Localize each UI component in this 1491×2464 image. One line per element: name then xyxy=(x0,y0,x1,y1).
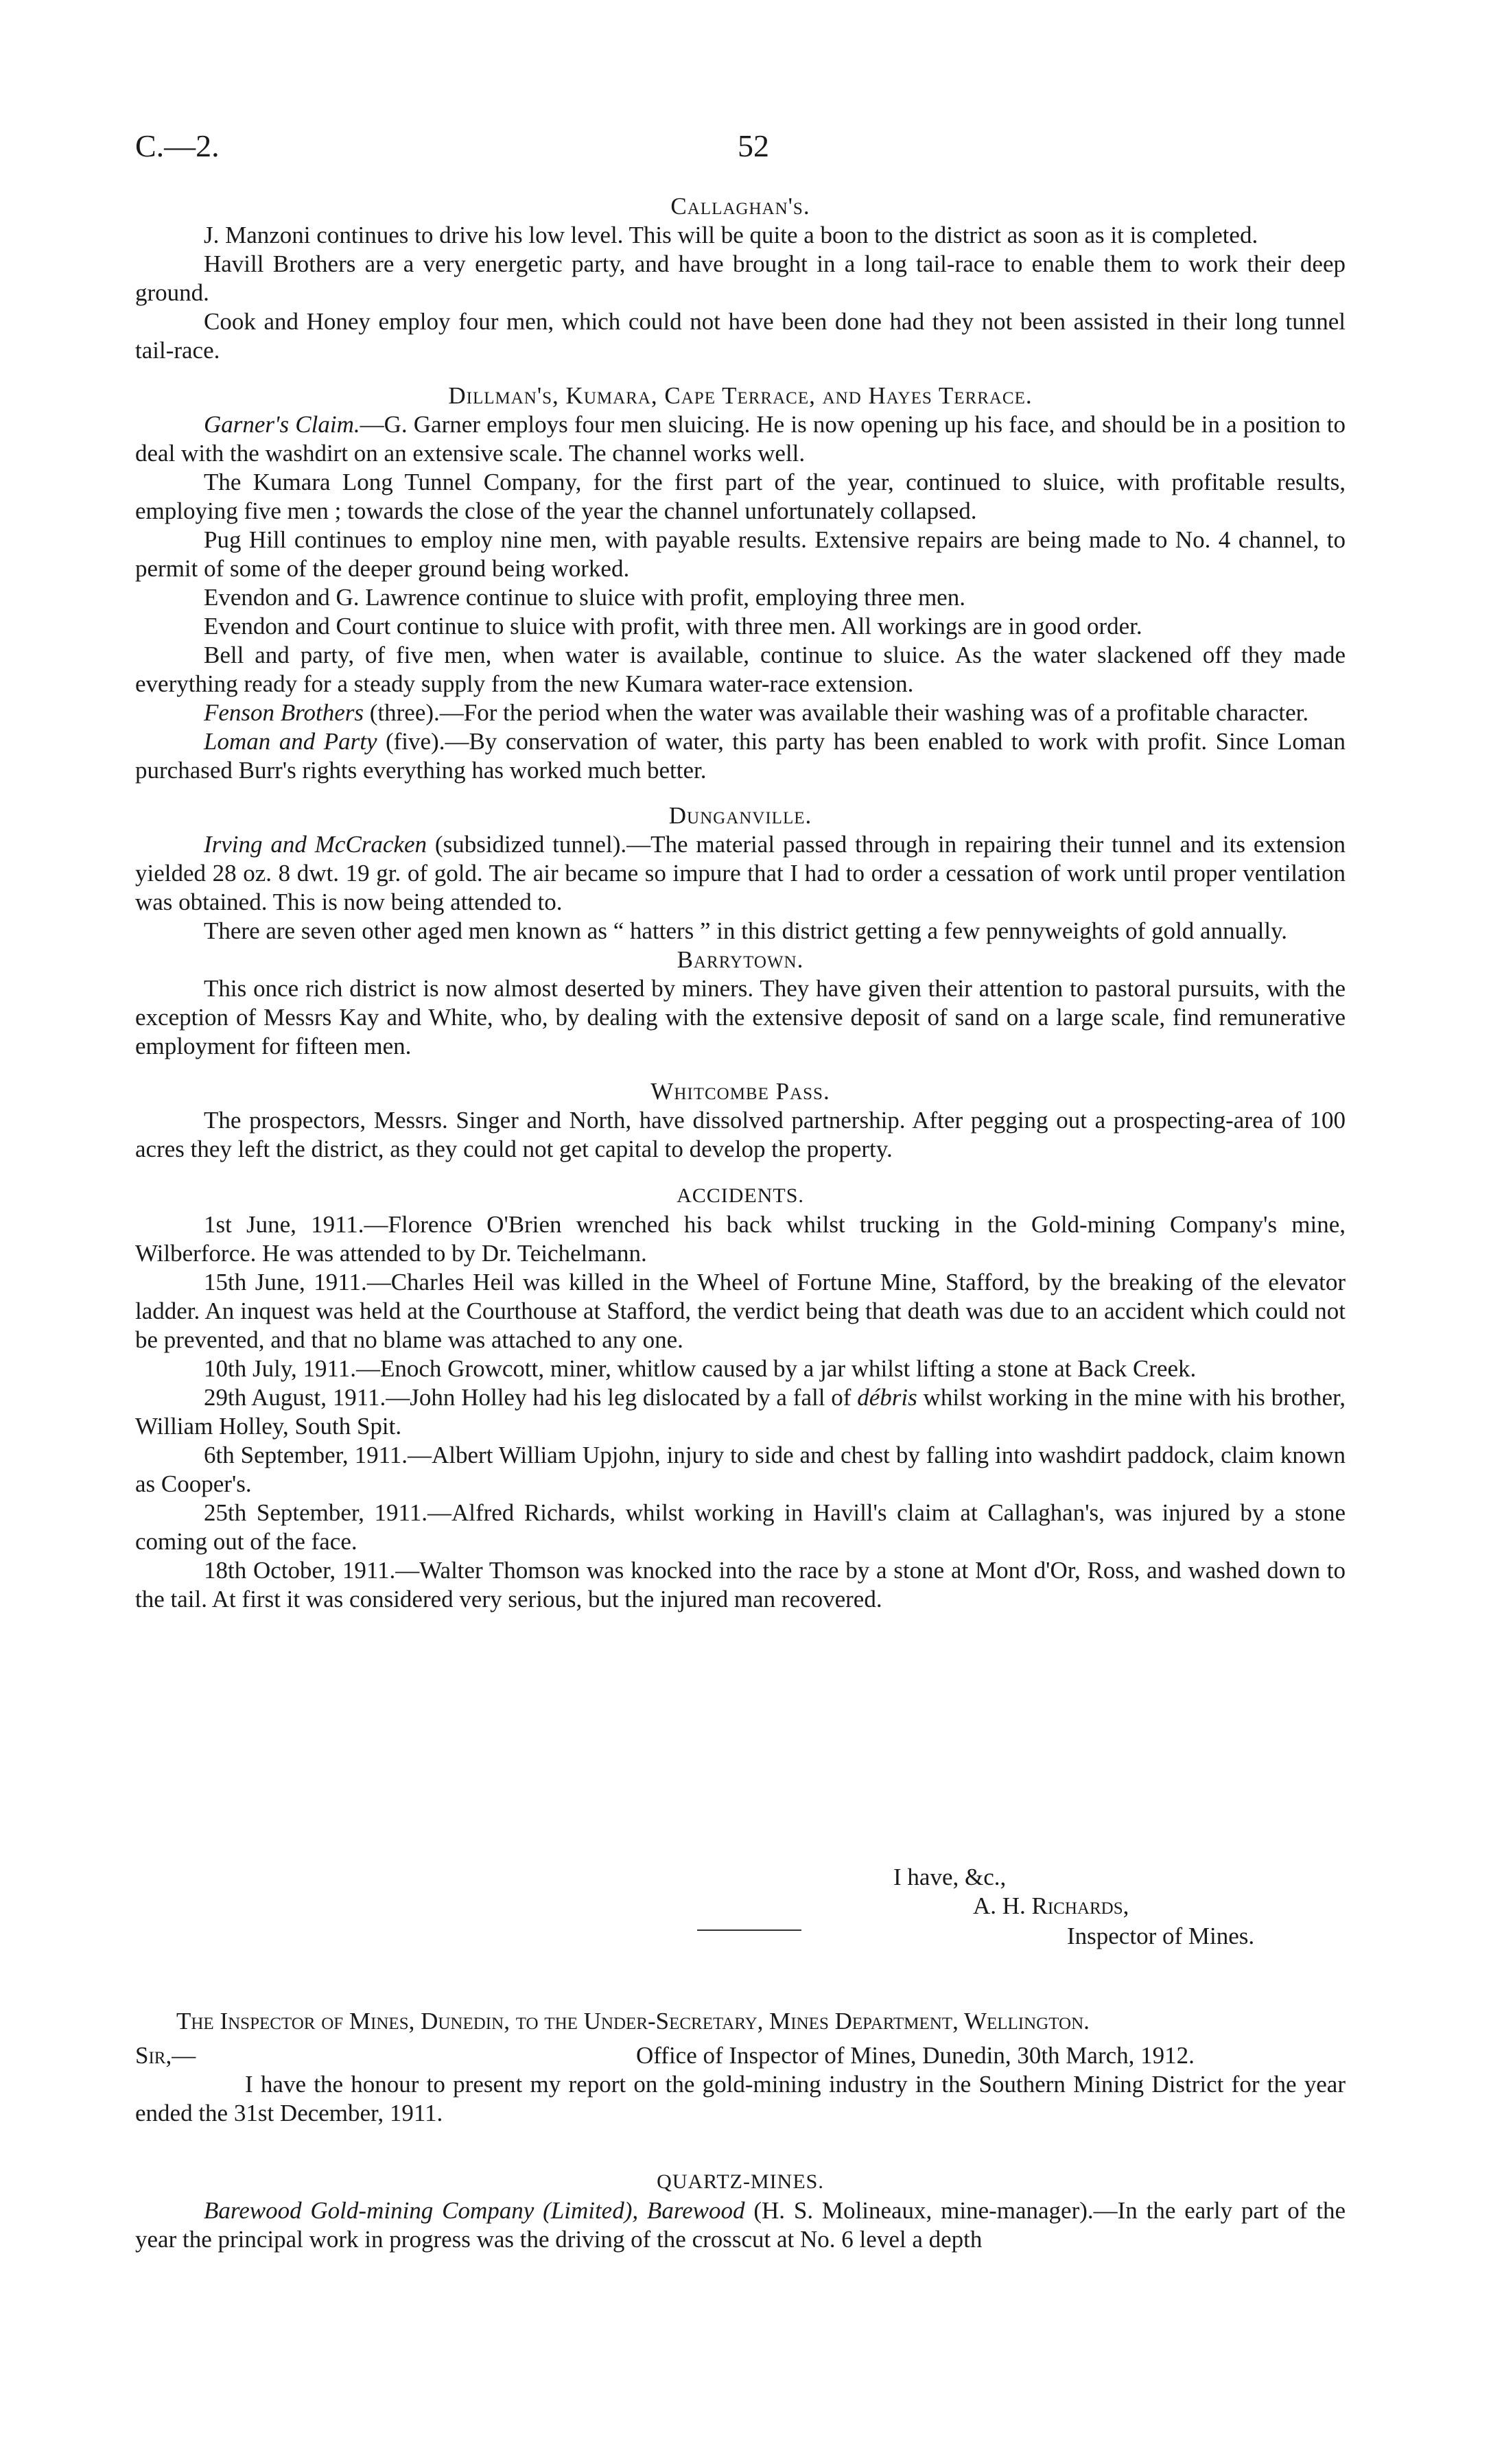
paragraph: Pug Hill continues to employ nine men, with payable results. Extensive repairs are being made to No. 4 channel, to permit of some of the deeper ground being worked. xyxy=(135,526,1346,582)
paragraph-text: (subsidized tunnel).—The material passed through in repairing their tunnel and its extension yielded 28 oz. 8 dwt. 19 gr. of gold. The air became so impure that I had to order a cessation of work until proper ventilation was obtained. This is now being attended to. xyxy=(135,831,1346,915)
italic-term: débris xyxy=(857,1384,917,1411)
paragraph-text: whilst working in the mine with his brother, William Holley, South Spit. xyxy=(135,1384,1346,1440)
signature-name: A. H. Richards, xyxy=(973,1892,1129,1919)
company-name: Barewood Gold-mining Company (Limited), Barewood xyxy=(204,2197,745,2224)
section-heading-whitcombe: Whitcombe Pass. xyxy=(650,1078,830,1105)
section-divider xyxy=(697,1929,801,1931)
section-heading-dunganville: Dunganville. xyxy=(668,802,812,829)
paragraph-text: (H. S. Molineaux, mine-manager).—In the early part of the year the principal work in progress was the driving of the crosscut at No. 6 level a depth xyxy=(135,2197,1346,2253)
claim-name: Garner's Claim. xyxy=(204,411,360,438)
paragraph-text: (three).—For the period when the water was available their washing was of a profitable character. xyxy=(364,699,1309,726)
section-heading-callaghans: Callaghan's. xyxy=(670,193,810,220)
party-name: Irving and McCracken xyxy=(204,831,427,858)
accident-entry: 6th September, 1911.—Albert William Upjohn, injury to side and chest by falling into washdirt paddock, claim known as Cooper's. xyxy=(135,1442,1346,1497)
section-heading-accidents: ACCIDENTS. xyxy=(677,1184,804,1207)
paragraph xyxy=(135,727,1346,785)
signature-closing: I have, &c., xyxy=(893,1864,1007,1890)
section-heading-dillmans: Dillman's, Kumara, Cape Terrace, and Hayes Terrace. xyxy=(448,382,1033,409)
accident-entry: 25th September, 1911.—Alfred Richards, whilst working in Havill's claim at Callaghan's, was injured by a stone coming out of the face. xyxy=(135,1499,1346,1555)
letter-body: I have the honour to present my report on the gold-mining industry in the Southern Mining District for the year ended the 31st December, 1911. xyxy=(135,2071,1346,2126)
paragraph: This once rich district is now almost deserted by miners. They have given their attention to pastoral pursuits, with the exception of Messrs Kay and White, who, by dealing with the extensive deposit of sand on a large scale, find remunerative employment for fifteen men. xyxy=(135,975,1346,1059)
letter-salutation-row xyxy=(135,2041,1346,2070)
party-name: Loman and Party xyxy=(204,728,377,755)
accident-entry xyxy=(135,1383,1346,1441)
paragraph xyxy=(135,410,1346,468)
paragraph: Evendon and G. Lawrence continue to sluice with profit, employing three men. xyxy=(204,584,965,611)
paragraph-text: —G. Garner employs four men sluicing. He is now opening up his face, and should be in a position to deal with the washdirt on an extensive scale. The channel works well. xyxy=(135,411,1346,467)
body-column-top xyxy=(135,192,1346,1614)
paragraph: J. Manzoni continues to drive his low level. This will be quite a boon to the district as soon as it is completed. xyxy=(204,222,1258,248)
section-heading-quartz-mines: QUARTZ-MINES. xyxy=(657,2170,824,2193)
accident-entry: 18th October, 1911.—Walter Thomson was knocked into the race by a stone at Mont d'Or, Ross, and washed down to the tail. At first it was considered very serious, but the injured man recovered. xyxy=(135,1557,1346,1612)
body-column-letter xyxy=(135,2007,1346,2254)
accident-entry: 10th July, 1911.—Enoch Growcott, miner, whitlow caused by a jar whilst lifting a stone at Back Creek. xyxy=(204,1355,1197,1382)
paragraph: The Kumara Long Tunnel Company, for the first part of the year, continued to sluice, with profitable results, employing five men ; towards the close of the year the channel unfortunately collapsed. xyxy=(135,469,1346,524)
paragraph-text: (five).—By conservation of water, this party has been enabled to work with profit. Since Loman purchased Burr's rights everything has worked much better. xyxy=(135,728,1346,784)
paragraph xyxy=(135,830,1346,917)
paragraph: Havill Brothers are a very energetic party, and have brought in a long tail-race to enable them to work their deep ground. xyxy=(135,250,1346,306)
paragraph-text: 29th August, 1911.—John Holley had his leg dislocated by a fall of xyxy=(204,1384,858,1411)
paragraph: Cook and Honey employ four men, which could not have been done had they not been assisted in their long tunnel tail-race. xyxy=(135,308,1346,364)
paragraph: The prospectors, Messrs. Singer and North, have dissolved partnership. After pegging out a prospecting-area of 100 acres they left the district, as they could not get capital to develop the property. xyxy=(135,1107,1346,1162)
letter-address: The Inspector of Mines, Dunedin, to the Under-Secretary, Mines Department, Wellington. xyxy=(176,2008,1090,2034)
accident-entry: 1st June, 1911.—Florence O'Brien wrenched his back whilst trucking in the Gold-mining Company's mine, Wilberforce. He was attended to by Dr. Teichelmann. xyxy=(135,1211,1346,1267)
paragraph: There are seven other aged men known as “ hatters ” in this district getting a few pennyweights of gold annually. xyxy=(204,917,1288,944)
paragraph: Bell and party, of five men, when water is available, continue to sluice. As the water slackened off they made everything ready for a steady supply from the new Kumara water-race extension. xyxy=(135,642,1346,697)
section-heading-barrytown: Barrytown. xyxy=(677,946,804,973)
party-name: Fenson Brothers xyxy=(204,699,364,726)
paragraph: Evendon and Court continue to sluice with profit, with three men. All workings are in good order. xyxy=(204,613,1142,640)
letter-salutation: Sir,— xyxy=(135,2042,196,2069)
document-reference: C.—2. xyxy=(135,128,220,163)
paragraph xyxy=(135,699,1346,727)
accident-entry: 15th June, 1911.—Charles Heil was killed in the Wheel of Fortune Mine, Stafford, by the breaking of the elevator ladder. An inquest was held at the Courthouse at Stafford, the verdict being that death was due to an accident which could not be prevented, and that no blame was attached to any one. xyxy=(135,1269,1346,1353)
letter-dateline: Office of Inspector of Mines, Dunedin, 30th March, 1912. xyxy=(636,2042,1195,2069)
page-number: 52 xyxy=(738,128,769,163)
signature-title: Inspector of Mines. xyxy=(1067,1923,1255,1949)
paragraph xyxy=(135,2196,1346,2254)
